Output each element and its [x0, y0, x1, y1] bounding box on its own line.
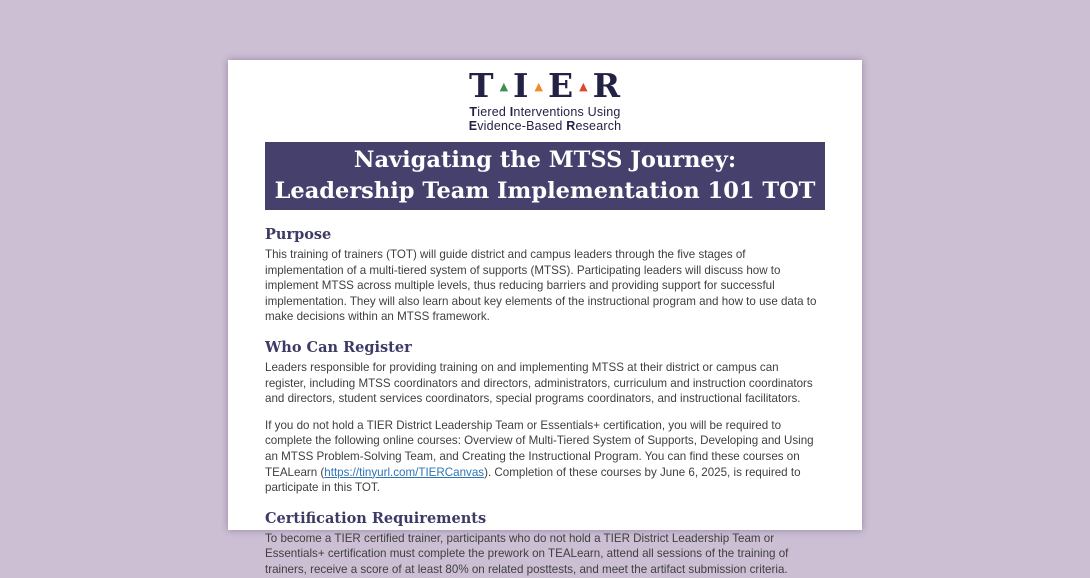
triangle-icon: ▲ — [499, 80, 509, 93]
logo-tagline — [228, 105, 862, 133]
triangle-icon: ▲ — [534, 80, 543, 93]
tier-logo-word — [228, 68, 862, 105]
who-can-register-paragraph-1: Leaders responsible for providing training on and implementing MTSS at their district or campus can register, including MTSS coordinators and directors, administrators, curriculum and instruction coordinators and directors, student services coordinators, special programs coordinators, and instructional facilitators. — [265, 360, 813, 406]
logo-tagline-line1: Tiered Interventions Using — [469, 105, 621, 119]
section-purpose — [265, 225, 818, 325]
triangle-icon: ▲ — [579, 80, 588, 93]
logo-tagline-line2: Evidence-Based Research — [468, 119, 622, 133]
who-can-register-heading: Who Can Register — [265, 338, 412, 356]
certification-requirements-heading: Certification Requirements — [265, 509, 487, 527]
logo-letter-e: E — [547, 66, 575, 105]
logo-letter-t: T — [469, 66, 495, 105]
section-who-can-register — [265, 338, 818, 496]
purpose-paragraph: This training of trainers (TOT) will guide district and campus leaders through the five stages of implementation of a multi-tiered system of supports (MTSS). Participating leaders will discuss how to implement MTSS across multiple levels, thus reducing barriers and providing support for successful implementation. They will also learn about key elements of the instructional program and how to use data to make decisions within an MTSS framework. — [265, 248, 817, 324]
section-certification-requirements — [265, 509, 818, 578]
logo-letter-r: R — [592, 66, 621, 105]
certification-requirements-paragraph: To become a TIER certified trainer, participants who do not hold a TIER District Leadership Team or Essentials+ certification must complete the prework on TEALearn, attend all sessions of the training of trainers, receive a score of at least 80% on related posttests, and meet the artifact submission criteria. — [265, 531, 789, 576]
who-can-register-paragraph-2: If you do not hold a TIER District Leadership Team or Essentials+ certification, you will be required to complete the following online courses: Overview of Multi-Tiered System of Supports, Developing and Using an MTSS Problem-Solving Team, and Creating the Instructional Program. You can find these courses on TEALearn (https://tinyurl.com/TIERCanvas). Completion of these courses by June 6, 2025, is required to participate in this TOT. — [265, 418, 814, 495]
tier-logo — [228, 60, 862, 133]
purpose-heading: Purpose — [265, 226, 332, 243]
document-title-line2: Leadership Team Implementation 101 TOT — [274, 178, 816, 204]
document-page — [228, 60, 862, 576]
document-title-line1: Navigating the MTSS Journey: — [353, 147, 737, 173]
title-banner — [265, 142, 825, 210]
logo-letter-i: I — [513, 66, 530, 105]
document-body — [228, 210, 862, 578]
tier-canvas-link[interactable]: https://tinyurl.com/TIERCanvas — [324, 465, 485, 479]
